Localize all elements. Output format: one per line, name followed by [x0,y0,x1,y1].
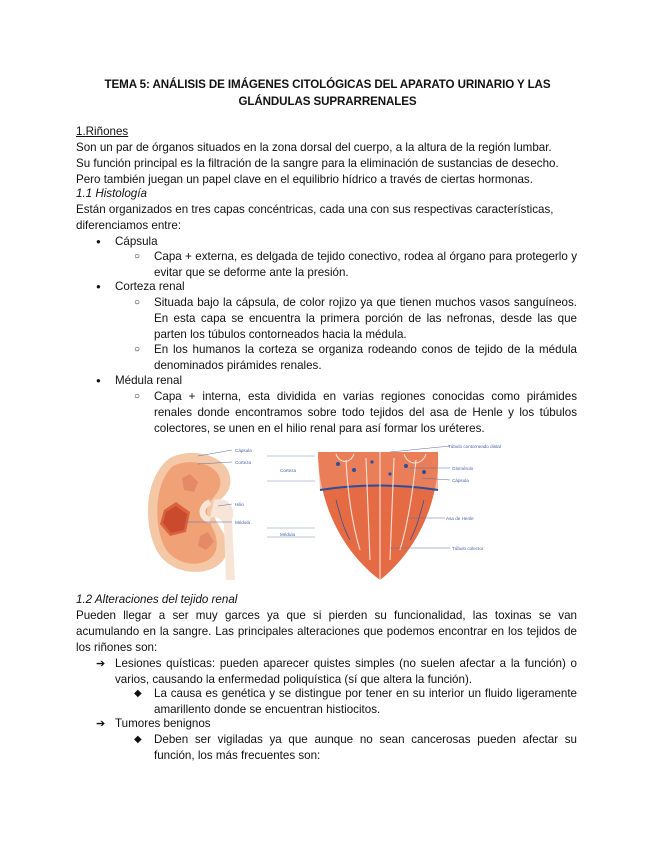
svg-text:Corteza: Corteza [235,460,252,465]
arrow-bullet-icon: ➔ [96,718,106,730]
paragraph: Pueden llegar a ser muy garces ya que si pierden su funcionalidad, las toxinas se van acumulando en la sangre. Las principales alteraciones que podemos encontrar en los tejidos de los riñones son: [76,609,577,654]
svg-text:Médula: Médula [235,520,251,525]
paragraph-line: Su función principal es la filtración de la sangre para la eliminación de sustancias de desecho. [76,157,559,170]
list-item-label: Tumores benignos [115,717,211,730]
circle-bullet-icon: ○ [134,344,141,355]
svg-text:Túbulo contorneado distal: Túbulo contorneado distal [448,444,501,449]
kidney-illustration [148,453,235,580]
svg-text:Médula: Médula [280,532,296,537]
svg-text:Hilio: Hilio [235,502,244,507]
list-subitem: Capa + interna, esta dividida en varias regiones conocidas como pirámides renales donde encontramos sobre todo tejidos del asa de Henle y los túbulos colectores, se unen en el hilio renal para así formar los uréteres. [154,390,577,435]
svg-text:Cápsula: Cápsula [235,448,252,453]
list-item-label: Médula renal [115,374,183,387]
list-subitem: Situada bajo la cápsula, de color rojizo ya que tienen muchos vasos sanguíneos. En esta capa se encuentra la primera porción de las nefronas, desde las que parten los túbulos contorneados hacia la médula. [154,296,577,341]
list-subitem: La causa es genética y se distingue por tener en su interior un fluido ligeramente amarillento donde se encuentran histiocitos. [154,687,577,716]
bullet-icon: ● [96,282,101,291]
bullet-icon: ● [96,237,101,246]
kidney-figure [140,440,520,585]
paragraph-line: diferenciamos entre: [76,219,182,232]
list-subitem: Deben ser vigiladas ya que aunque no sean cancerosas pueden afectar su función, los más frecuentes son: [154,733,577,762]
title-line-2: GLÁNDULAS SUPRARRENALES [238,95,417,108]
list-subitem: Capa + externa, es delgada de tejido conectivo, rodea al órgano para protegerlo y evitar que se deforme ante la presión. [154,250,577,279]
paragraph-line: Son un par de órganos situados en la zona dorsal del cuerpo, a la altura de la región lumbar. [76,141,552,154]
paragraph-line: Pero también juegan un papel clave en el equilibrio hídrico a través de ciertas hormonas. [76,173,533,186]
circle-bullet-icon: ○ [134,251,141,262]
circle-bullet-icon: ○ [134,297,141,308]
list-subitem: En los humanos la corteza se organiza rodeando conos de tejido de la médula denominados pirámides renales. [154,343,577,372]
list-item-label: Cápsula [115,235,158,248]
svg-text:Asa de Henle: Asa de Henle [446,516,474,521]
diamond-bullet-icon: ◆ [134,734,142,745]
title-line-1: TEMA 5: ANÁLISIS DE IMÁGENES CITOLÓGICAS DEL APARATO URINARIO Y LAS [104,78,551,91]
paragraph-line: Están organizados en tres capas concéntricas, cada una con sus respectivas características, [76,203,554,216]
svg-text:Túbulo colector: Túbulo colector [452,546,484,551]
section-heading-rinones: 1.Riñones [76,125,129,138]
svg-text:Cápsula: Cápsula [452,478,469,483]
subsection-heading-alteraciones: 1.2 Alteraciones del tejido renal [76,593,238,606]
document-title [70,76,585,110]
bullet-icon: ● [96,376,101,385]
diamond-bullet-icon: ◆ [134,688,142,699]
subsection-heading-histologia: 1.1 Histología [76,187,147,200]
svg-text:Corteza: Corteza [280,468,297,473]
list-item-label: Corteza renal [115,280,185,293]
svg-text:Glomérulo: Glomérulo [452,466,474,471]
arrow-bullet-icon: ➔ [96,658,106,670]
list-item-label: Lesiones quísticas: pueden aparecer quistes simples (no suelen afectar a la función) o varios, causando la enfermedad poliquística (sí que altera la función). [115,657,577,686]
circle-bullet-icon: ○ [134,391,141,402]
